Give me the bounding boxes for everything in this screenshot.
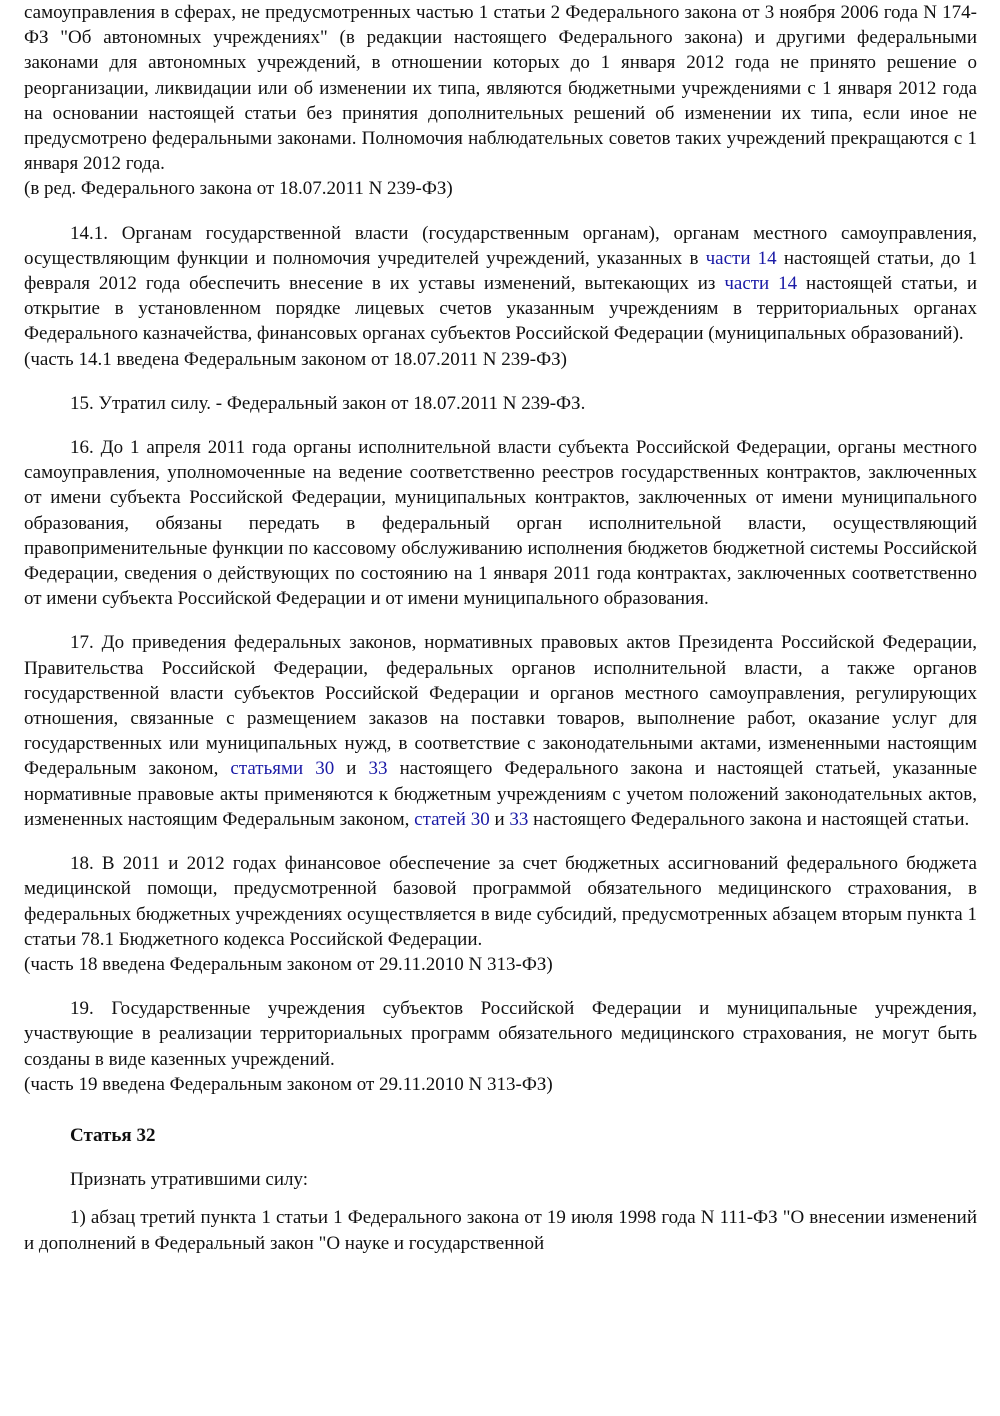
paragraph-17 — [24, 630, 977, 832]
paragraph-15: 15. Утратил силу. - Федеральный закон от 18.07.2011 N 239-ФЗ. — [70, 392, 586, 414]
paragraph-16: 16. До 1 апреля 2011 года органы исполнительной власти субъекта Российской Федерации, органы местного самоуправления, уполномоченные на ведение соответственно реестров государственных контрактов, заключенных от имени субъекта Российской Федерации, муниципальных контрактов, заключенных от имени муниципального образования, обязаны передать в федеральный орган исполнительной власти, осуществляющий правоприменительные функции по кассовому обслуживанию исполнения бюджетов бюджетной системы Российской Федерации, сведения о действующих по состоянию на 1 января 2011 года контрактах, заключенных соответственно от имени субъекта Российской Федерации и от имени муниципального образования. — [24, 437, 977, 610]
amendment-note-14-1: (часть 14.1 введена Федеральным законом от 18.07.2011 N 239-ФЗ) — [24, 348, 567, 370]
amendment-note-18: (часть 18 введена Федеральным законом от 29.11.2010 N 313-ФЗ) — [24, 953, 553, 975]
paragraph-14-1-text-b: настоящей статьи, до 1 февраля 2012 года обеспечить внесение в их уставы изменений, вытекающих из — [24, 247, 977, 295]
link-article-30[interactable]: статьями 30 — [230, 758, 335, 780]
article-heading: Статья 32 — [70, 1124, 156, 1146]
amendment-note-19: (часть 19 введена Федеральным законом от 29.11.2010 N 313-ФЗ) — [24, 1073, 553, 1095]
article-32-item-1: 1) абзац третий пункта 1 статьи 1 Федерального закона от 19 июля 1998 года N 111-ФЗ "О внесении изменений и дополнений в Федеральный закон "О науке и государственной — [24, 1207, 977, 1254]
paragraph-14-1-text-c: настоящей статьи, и открытие в установленном порядке лицевых счетов указанным учреждениям в территориальных органах Федерального казначейства, финансовых органах субъектов Российской Федерации (муниципальных образований). — [24, 273, 977, 345]
paragraph-17-text-c: настоящего Федерального закона и настоящей статьей, указанные нормативные правовые акты применяются к бюджетным учреждениям с учетом положений законодательных актов, измененных настоящим Федеральным законом, — [24, 758, 978, 830]
paragraph-17-text-d: и — [489, 808, 510, 830]
link-article-33-second[interactable]: 33 — [509, 808, 529, 830]
paragraph-17-text-b: и — [334, 758, 369, 780]
paragraph-13-continuation: самоуправления в сферах, не предусмотренных частью 1 статьи 2 Федерального закона от 3 ноября 2006 года N 174-ФЗ "Об автономных учреждениях" (в редакции настоящего Федерального закона) и другими федеральными законами для автономных учреждений, в отношении которых до 1 января 2012 года не принято решение о реорганизации, ликвидации или об изменении их типа, являются бюджетными учреждениями с 1 января 2012 года на основании настоящей статьи без принятия дополнительных решений об изменении их типа, если иное не предусмотрено федеральными законами. Полномочия наблюдательных советов таких учреждений прекращаются с 1 января 2012 года. — [24, 2, 977, 175]
paragraph-17-text-a: 17. До приведения федеральных законов, нормативных правовых актов Президента Российской Федерации, Правительства Российской Федерации, федеральных органов исполнительной власти, а также органов государственной власти субъектов Российской Федерации и органов местного самоуправления, регулирующих отношения, связанные с размещением заказов на поставки товаров, выполнение работ, оказание услуг для государственных или муниципальных нужд, в соответствие с законодательными актами, измененными настоящим Федеральным законом, — [24, 632, 977, 780]
amendment-note-13: (в ред. Федерального закона от 18.07.2011 N 239-ФЗ) — [24, 178, 453, 200]
paragraph-17-text-e: настоящего Федерального закона и настоящей статьи. — [528, 808, 970, 830]
paragraph-18: 18. В 2011 и 2012 годах финансовое обеспечение за счет бюджетных ассигнований федерального бюджета медицинской помощи, предусмотренной базовой программой обязательного медицинского страхования, в федеральных бюджетных учреждениях осуществляется в виде субсидий, предусмотренных абзацем вторым пункта 1 статьи 78.1 Бюджетного кодекса Российской Федерации. — [24, 853, 977, 950]
link-article-33[interactable]: 33 — [368, 758, 388, 780]
paragraph-14-1 — [24, 221, 977, 347]
paragraph-14-1-text-a: 14.1. Органам государственной власти (государственным органам), органам местного самоуправления, осуществляющим функции и полномочия учредителей учреждений, указанных в — [24, 222, 977, 269]
link-part-14[interactable]: части 14 — [705, 247, 777, 269]
link-part-14-second[interactable]: части 14 — [724, 273, 798, 295]
link-article-30-second[interactable]: статей 30 — [414, 808, 490, 830]
article-32-intro: Признать утратившими силу: — [70, 1169, 308, 1191]
paragraph-19: 19. Государственные учреждения субъектов Российской Федерации и муниципальные учреждения, участвующие в реализации территориальных программ обязательного медицинского страхования, не могут быть созданы в виде казенных учреждений. — [24, 998, 977, 1070]
